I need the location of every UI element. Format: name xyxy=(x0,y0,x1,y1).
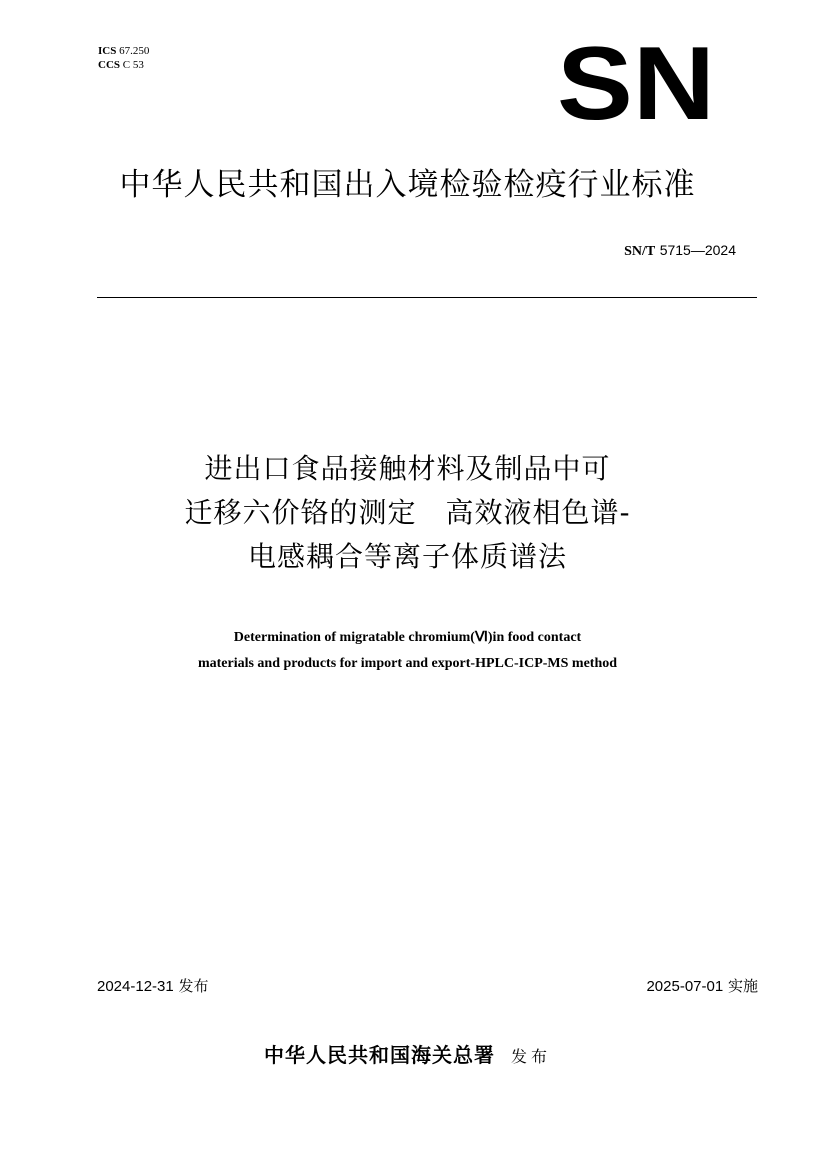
issue-action: 发布 xyxy=(510,1047,551,1066)
standard-number xyxy=(624,241,736,261)
header-divider xyxy=(97,297,757,298)
ccs-code xyxy=(98,58,149,72)
implementation-date-value: 2025-07-01 xyxy=(646,978,724,995)
sn-logo-text: SN xyxy=(557,41,715,121)
chinese-title-line-3: 电感耦合等离子体质谱法 xyxy=(247,540,567,573)
chinese-title xyxy=(0,447,815,579)
chinese-title-line-1: 进出口食品接触材料及制品中可 xyxy=(204,452,611,485)
ccs-label: CCS xyxy=(98,59,121,71)
ics-label: ICS xyxy=(98,45,117,57)
standard-number-value: 5715—2024 xyxy=(659,242,736,258)
issuing-organization: 中华人民共和国海关总署 xyxy=(263,1043,495,1067)
implementation-date-label: 实施 xyxy=(727,977,758,995)
issuer-line xyxy=(0,1041,815,1071)
standard-category-title: 中华人民共和国出入境检验检疫行业标准 xyxy=(119,167,696,203)
standard-number-prefix: SN/T xyxy=(624,244,656,259)
sn-logo xyxy=(556,41,716,121)
release-date xyxy=(97,976,209,997)
english-title xyxy=(0,625,815,677)
ccs-value: C 53 xyxy=(122,59,144,71)
release-date-label: 发布 xyxy=(178,977,209,995)
english-title-line-2: materials and products for import and export-HPLC-ICP-MS method xyxy=(197,656,618,671)
implementation-date xyxy=(646,976,758,997)
ics-code xyxy=(98,44,149,58)
chinese-title-line-2: 迁移六价铬的测定 高效液相色谱- xyxy=(184,496,631,529)
ics-value: 67.250 xyxy=(119,45,150,57)
release-date-value: 2024-12-31 xyxy=(97,978,174,995)
classification-codes xyxy=(98,44,149,72)
english-title-line-1: Determination of migratable chromium(Ⅵ)in food contact xyxy=(233,630,582,645)
